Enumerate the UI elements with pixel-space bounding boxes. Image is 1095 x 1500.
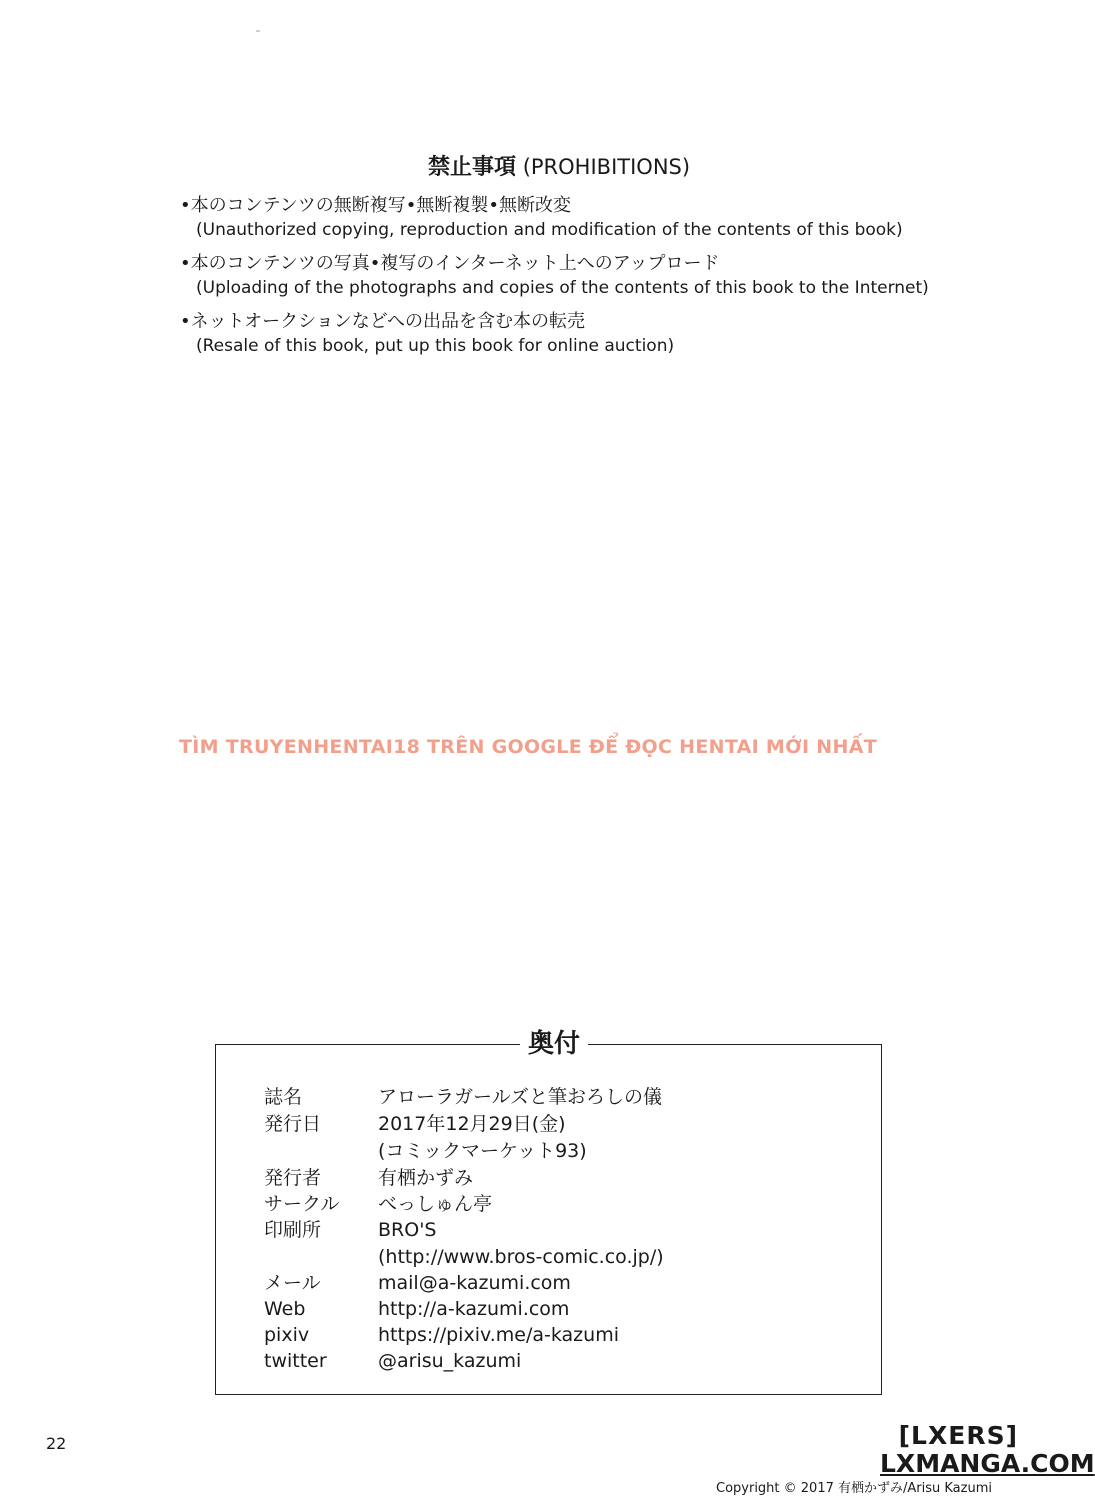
colophon-label: メール	[264, 1272, 321, 1294]
prohibition-item-uploading	[180, 252, 980, 300]
logo-top-text: [LXERS]	[898, 1421, 1018, 1450]
colophon-row-pixiv	[264, 1322, 874, 1348]
colophon-row-circle	[264, 1191, 874, 1217]
colophon-label: twitter	[264, 1350, 327, 1372]
colophon-label: 発行者	[264, 1167, 322, 1189]
prohibition-en-text: (Uploading of the photographs and copies of the contents of this book to the Internet)	[196, 278, 929, 298]
colophon-label: サークル	[264, 1193, 340, 1215]
colophon-row-mail	[264, 1270, 874, 1296]
colophon-value: http://a-kazumi.com	[378, 1298, 570, 1320]
colophon-value: mail@a-kazumi.com	[378, 1272, 571, 1294]
scan-mark	[256, 30, 260, 32]
colophon-label: 印刷所	[264, 1219, 322, 1241]
logo-bottom-text: LXMANGA.COM	[880, 1449, 1095, 1478]
prohibition-en-text: (Resale of this book, put up this book for online auction)	[196, 336, 675, 356]
colophon-value: 2017年12月29日(金)	[378, 1113, 566, 1135]
colophon-row-printer	[264, 1217, 874, 1243]
watermark-text: TÌM TRUYENHENTAI18 TRÊN GOOGLE ĐỂ ĐỌC HENTAI MỚI NHẤT	[179, 736, 877, 758]
colophon-value: (http://www.bros-comic.co.jp/)	[378, 1246, 664, 1268]
prohibition-item-copying	[180, 194, 980, 242]
prohibition-jp-text: •本のコンテンツの無断複写•無断複製•無断改変	[180, 195, 571, 216]
colophon-value: https://pixiv.me/a-kazumi	[378, 1324, 619, 1346]
colophon-row-title	[264, 1084, 874, 1110]
prohibition-jp-text: •本のコンテンツの写真•複写のインターネット上へのアップロード	[180, 253, 720, 274]
colophon-row-web	[264, 1296, 874, 1322]
colophon-value: @arisu_kazumi	[378, 1350, 522, 1372]
colophon-value: BRO'S	[378, 1219, 437, 1241]
prohibitions-title-jp: 禁止事項	[428, 155, 517, 180]
colophon-label: Web	[264, 1298, 306, 1320]
colophon-title: 奥付	[520, 1028, 588, 1060]
prohibition-item-resale	[180, 310, 980, 358]
prohibition-en-text: (Unauthorized copying, reproduction and modification of the contents of this book)	[196, 220, 903, 240]
colophon-label: 発行日	[264, 1113, 322, 1135]
colophon-row-event	[264, 1138, 874, 1164]
site-logo	[880, 1421, 1095, 1478]
colophon-label: 誌名	[264, 1086, 303, 1108]
colophon-value: (コミックマーケット93)	[378, 1140, 587, 1162]
prohibitions-title	[428, 150, 690, 181]
page-number: 22	[46, 1434, 67, 1453]
colophon-row-twitter	[264, 1348, 874, 1374]
colophon-value: べっしゅん亭	[378, 1193, 493, 1215]
colophon-value: 有栖かずみ	[378, 1167, 474, 1189]
colophon-value: アローラガールズと筆おろしの儀	[378, 1086, 663, 1108]
prohibitions-title-en: (PROHIBITIONS)	[522, 155, 691, 179]
colophon-row-publisher	[264, 1165, 874, 1191]
colophon-row-date	[264, 1111, 874, 1137]
colophon-row-printer-url	[264, 1244, 874, 1270]
prohibition-jp-text: •ネットオークションなどへの出品を含む本の転売	[180, 311, 585, 332]
colophon-label: pixiv	[264, 1324, 310, 1346]
copyright-text: Copyright © 2017 有栖かずみ/Arisu Kazumi	[716, 1481, 992, 1496]
